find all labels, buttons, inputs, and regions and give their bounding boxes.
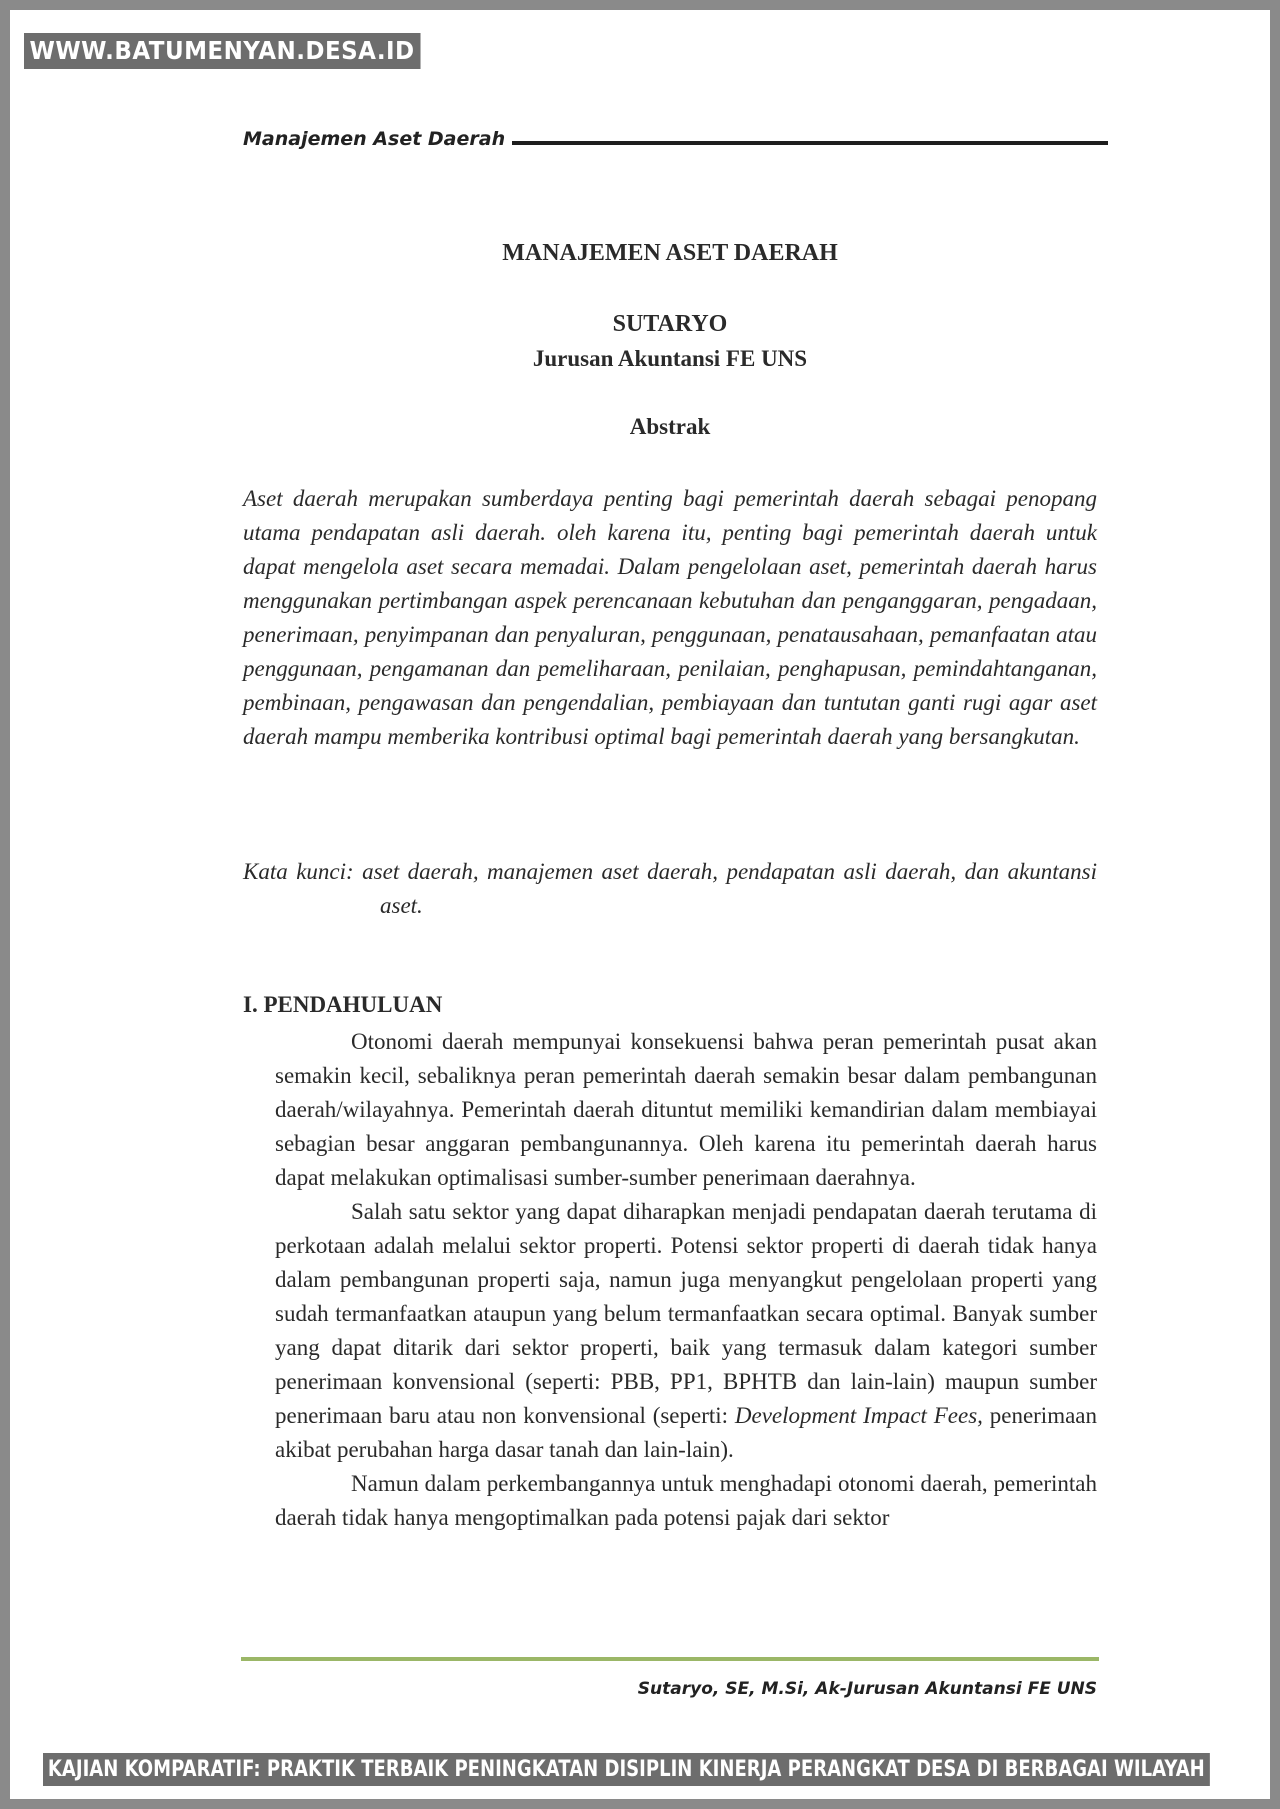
abstract-text: Aset daerah merupakan sumberdaya penting bagi pemerintah daerah sebagai penopang utama pendapatan asli daerah. oleh karena itu, penting bagi pemerintah daerah untuk dapat mengelola aset secara memadai. Dalam pengelolaan aset, pemerintah daerah harus menggunakan pertimbangan aspek perencanaan kebutuhan dan penganggaran, pengadaan, penerimaan, penyimpanan dan penyaluran, penggunaan, penatausahaan, pemanfaatan atau penggunaan, pengamanan dan pemeliharaan, penilaian, penghapusan, pemindahtanganan, pembinaan, pengawasan dan pengendalian, pembiayaan dan tuntutan ganti rugi agar aset daerah mampu memberika kontribusi optimal bagi pemerintah daerah yang bersangkutan. — [243, 486, 1097, 749]
keywords-label: Kata kunci: — [243, 859, 354, 884]
author-affiliation: Jurusan Akuntansi FE UNS — [532, 346, 808, 371]
paragraph-3: Namun dalam perkembangannya untuk menghadapi otonomi daerah, pemerintah daerah tidak hanya mengoptimalkan pada potensi pajak dari sektor — [275, 1471, 1097, 1530]
page-footer: Sutaryo, SE, M.Si, Ak-Jurusan Akuntansi FE UNS — [637, 1679, 1097, 1699]
abstract-heading: Abstrak — [629, 414, 711, 439]
document-title: MANAJEMEN ASET DAERAH — [502, 240, 838, 266]
paragraph-2-tail: penerimaan akibat perubahan harga dasar tanah dan lain-lain). — [275, 1403, 1098, 1462]
body-text — [275, 1025, 1097, 1535]
watermark-top: WWW.BATUMENYAN.DESA.ID — [24, 33, 420, 69]
paragraph-2-text: Salah satu sektor yang dapat diharapkan menjadi pendapatan daerah terutama di perkotaan adalah melalui sektor properti. Potensi sektor properti di daerah tidak hanya dalam pembangunan properti saja, namun juga menyangkut pengelolaan properti yang sudah termanfaatkan ataupun yang belum termanfaatkan secara optimal. Banyak sumber yang dapat ditarik dari sektor properti, baik yang termasuk dalam kategori sumber penerimaan konvensional (seperti: PBB, PP1, BPHTB dan lain-lain) maupun sumber penerimaan baru atau non konvensional (seperti: — [275, 1199, 1097, 1428]
keywords-text: aset daerah, manajemen aset daerah, pendapatan asli daerah, dan akuntansi aset. — [362, 859, 1098, 918]
running-head: Manajemen Aset Daerah — [243, 128, 506, 150]
header-rule — [512, 141, 1108, 145]
paragraph-1: Otonomi daerah mempunyai konsekuensi bahwa peran pemerintah pusat akan semakin kecil, sebaliknya peran pemerintah daerah semakin besar dalam pembangunan daerah/wilayahnya. Pemerintah daerah dituntut memiliki kemandirian dalam membiayai sebagian besar anggaran pembangunannya. Oleh karena itu pemerintah daerah harus dapat melakukan optimalisasi sumber-sumber penerimaan daerahnya. — [275, 1029, 1097, 1190]
author-name: SUTARYO — [612, 311, 728, 337]
paragraph-2-italic: Development Impact Fees, — [734, 1403, 983, 1428]
footer-rule — [241, 1657, 1099, 1661]
watermark-bottom: KAJIAN KOMPARATIF: PRAKTIK TERBAIK PENINGKATAN DISIPLIN KINERJA PERANGKAT DESA DI BERBAGAI WILAYAH — [43, 1753, 1210, 1786]
keywords — [243, 855, 1097, 923]
paragraph-2 — [275, 1195, 1097, 1467]
section-heading: I. PENDAHULUAN — [243, 992, 443, 1017]
